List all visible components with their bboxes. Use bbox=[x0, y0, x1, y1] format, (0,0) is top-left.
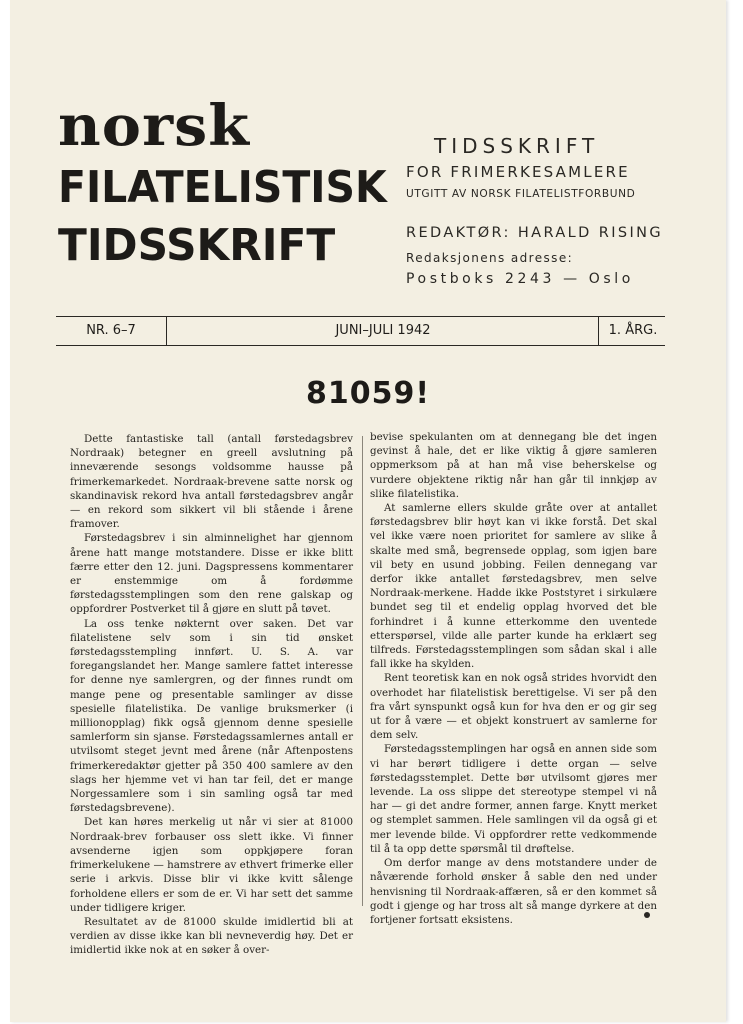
masthead-subtitle: TIDSSKRIFT bbox=[434, 134, 600, 158]
article-paragraph: Rent teoretisk kan en nok også strides hvorvidt den overhodet har filatelistisk berettigelse. Vi ser på den fra vårt synspunkt også kun for hva den er og gir seg ut for å være — et objekt konstruert av samlerne for dem selv. bbox=[370, 672, 657, 742]
masthead-subtitle-2: FOR FRIMERKESAMLERE bbox=[406, 163, 630, 181]
article-paragraph: Dette fantastiske tall (antall førstedagsbrev Nordraak) betegner en greell avslutning på inneværende sesongs voldsomme hausse på frimerkemarkedet. Nordraak-brevene satte norsk og skandinavisk rekord hva antall førstedagsbrev angår — en rekord som sikkert vil bli stående i årene framover. bbox=[70, 433, 353, 531]
article-paragraph: Førstedagsbrev i sin alminnelighet har gjennom årene hatt mange motstandere. Disse er ikke blitt færre etter den 12. juni. Dagspressens kommentarer er enstemmige om å fordømme førstedagsstemplingen som den rene galskap og oppfordrer Postverket til å gjøre en slutt på tøvet. bbox=[70, 532, 353, 616]
article-paragraph: Om derfor mange av dens motstandere under de nåværende forhold ønsker å sable den ned under henvisning til Nordraak-affæren, så er den kommet så godt i gjenge og har tross alt så mange dyrkere at den fortjener fortsatt eksistens. bbox=[370, 857, 657, 926]
newspaper-page bbox=[10, 0, 726, 1022]
masthead-publisher: UTGITT AV NORSK FILATELISTFORBUND bbox=[406, 188, 636, 200]
masthead-info bbox=[406, 134, 676, 288]
masthead-title-line-3: TIDSSKRIFT bbox=[58, 220, 336, 271]
masthead-title-line-1: norsk bbox=[58, 93, 251, 159]
masthead-editor: REDAKTØR: HARALD RISING bbox=[406, 225, 664, 241]
ink-mark bbox=[644, 912, 650, 918]
masthead-title-line-2: FILATELISTISK bbox=[58, 162, 387, 213]
article-column-right bbox=[370, 430, 657, 927]
masthead-title bbox=[58, 93, 387, 271]
issue-year: 1. ÅRG. bbox=[608, 323, 658, 338]
article-paragraph: Førstedagsstemplingen har også en annen side som vi har berørt tidligere i dette organ — selve førstedagsstemplet. Dette bør utvilsomt gjøres mer levende. La oss slippe det stereotype stempel vi nå har — gi det andre former, annen farge. Knytt merket og stemplet sammen. Hele samlingen vil da også gi et mer levende bilde. Vi oppfordrer rette vedkommende til å ta opp dette spørsmål til drøftelse. bbox=[370, 743, 657, 855]
article-paragraph: Resultatet av de 81000 skulde imidlertid bli at verdien av disse ikke kan bli nevneverdig høy. Det er imidlertid ikke nok at en søker å over- bbox=[70, 915, 353, 957]
article-paragraph: La oss tenke nøkternt over saken. Det var filatelistene selv som i sin tid ønsket førstedagsstempling innført. U. S. A. var foregangslandet her. Mange samlere fattet interesse for denne nye samlergren, og der finnes rundt om mange pene og presentable samlinger av disse spesielle filatelistika. De vanlige bruksmerker (i millionopplag) fikk også gjennom denne spesielle samlerform sin sjanse. Førstedagssamlernes antall er utvilsomt steget jevnt med årene (når Aftenpostens frimerkeredaktør gjetter på 350 400 samlere av den slags her hjemme vet vi han tar feil, det er mange Norgessamlere som i sin samling også tar med førstedagsbrevene). bbox=[70, 617, 353, 815]
masthead-address: Postboks 2243 — Oslo bbox=[406, 271, 634, 287]
article-paragraph: Det kan høres merkelig ut når vi sier at 81000 Nordraak-brev forbauser oss slett ikke. Vi finner avsenderne igjen som oppkjøpere foran frimerkelukene — hamstrere av ethvert frimerke eller serie i arkvis. Disse blir vi ikke kvitt sålenge forholdene ellers er som de er. Vi har sett det samme under tidligere kriger. bbox=[70, 816, 353, 914]
article-headline: 81059! bbox=[305, 376, 431, 411]
masthead-address-label: Redaksjonens adresse: bbox=[406, 251, 574, 265]
article-column-left bbox=[70, 432, 353, 958]
issue-bar bbox=[56, 316, 665, 346]
column-divider bbox=[362, 436, 363, 906]
issue-date: JUNI–JULI 1942 bbox=[168, 317, 599, 345]
issue-number: NR. 6–7 bbox=[56, 317, 167, 345]
article-paragraph: At samlerne ellers skulde gråte over at antallet førstedagsbrev blir høyt kan vi ikke forstå. Det skal vel ikke være noen prioritet for samlere av slike å skalte med små, begrensede opplag, som igjen bare vil bety en usund jobbing. Feilen dennegang var derfor ikke antallet førstedagsbrev, men selve Nordraak-merkene. Hadde ikke Poststyret i sirkulære bundet seg til et endelig opplag hvorved det ble forhindret i å kunne etterkomme den uventede etterspørsel, vilde alle parter kunde ha erklært seg tilfreds. Førstedagsstemplingen som sådan skal i alle fall ikke ha skylden. bbox=[370, 502, 657, 671]
article-paragraph: bevise spekulanten om at dennegang ble det ingen gevinst å hale, det er like viktig å gjøre samleren oppmerksom på at han må vise beherskelse og vurdere objektene riktig når han går til innkjøp av slike filatelistika. bbox=[370, 431, 657, 500]
